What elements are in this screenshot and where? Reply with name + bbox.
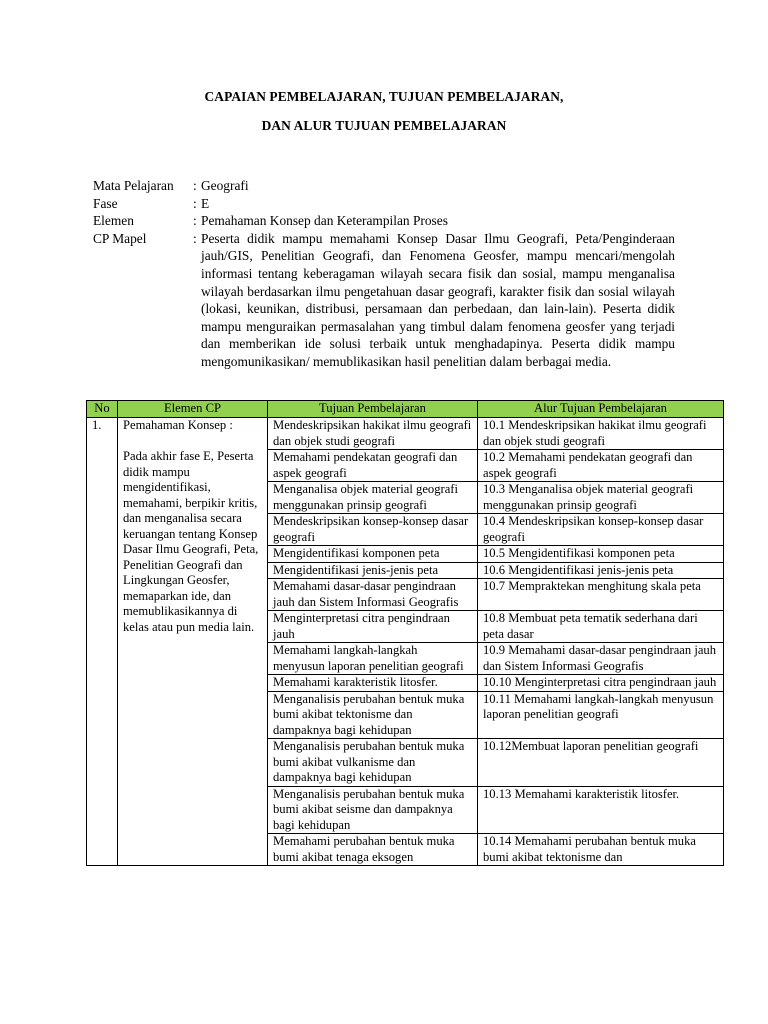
tujuan-cell: Menganalisa objek material geografi menggunakan prinsip geografi: [268, 482, 478, 514]
tujuan-cell: Memahami langkah-langkah menyusun laporan penelitian geografi: [268, 643, 478, 675]
tujuan-cell: Memahami perubahan bentuk muka bumi akibat tenaga eksogen: [268, 834, 478, 866]
document-title-line-1: CAPAIAN PEMBELAJARAN, TUJUAN PEMBELAJARAN,: [204, 89, 564, 104]
alur-cell: 10.2 Memahami pendekatan geografi dan aspek geografi: [478, 450, 724, 482]
meta-row-phase: [93, 195, 675, 213]
alur-cell: 10.11 Memahami langkah-langkah menyusun laporan penelitian geografi: [478, 691, 724, 739]
meta-row-cp: [93, 230, 675, 371]
meta-value: E: [201, 195, 210, 211]
tujuan-cell: Memahami pendekatan geografi dan aspek geografi: [268, 450, 478, 482]
tujuan-cell: Mendeskripsikan hakikat ilmu geografi dan objek studi geografi: [268, 418, 478, 450]
meta-separator: :: [193, 230, 197, 246]
elemen-cp-cell: Pemahaman Konsep : Pada akhir fase E, Peserta didik mampu mengidentifikasi, memahami, berpikir kritis, dan menganalisa secara keruangan tentang Konsep Dasar Ilmu Geografi, Peta, Penelitian Geografi dan Lingkungan Geosfer, memaparkan ide, dan memublikasikannya di kelas atau pun media lain.: [118, 418, 268, 866]
meta-separator: :: [193, 213, 197, 229]
tujuan-cell: Mengidentifikasi jenis-jenis peta: [268, 562, 478, 579]
alur-cell: 10.3 Menganalisa objek material geografi menggunakan prinsip geografi: [478, 482, 724, 514]
meta-value: Pemahaman Konsep dan Keterampilan Proses: [201, 213, 448, 229]
meta-label: Mata Pelajaran: [93, 178, 174, 193]
row-number: 1.: [87, 418, 118, 866]
header-no: No: [87, 401, 118, 418]
header-elemen-cp: Elemen CP: [118, 401, 268, 418]
alur-cell: 10.7 Mempraktekan menghitung skala peta: [478, 579, 724, 611]
header-tujuan: Tujuan Pembelajaran: [268, 401, 478, 418]
table-header-row: [87, 401, 724, 418]
tujuan-cell: Menganalisis perubahan bentuk muka bumi akibat seisme dan dampaknya bagi kehidupan: [268, 786, 478, 834]
alur-cell: 10.5 Mengidentifikasi komponen peta: [478, 546, 724, 563]
alur-cell: 10.8 Membuat peta tematik sederhana dari peta dasar: [478, 611, 724, 643]
meta-label: Elemen: [93, 213, 134, 229]
table-row: [87, 418, 724, 450]
tujuan-cell: Memahami karakteristik litosfer.: [268, 675, 478, 692]
meta-separator: :: [193, 195, 197, 211]
alur-cell: 10.9 Memahami dasar-dasar pengindraan jauh dan Sistem Informasi Geografis: [478, 643, 724, 675]
learning-objectives-table: [86, 400, 724, 866]
tujuan-cell: Menginterpretasi citra pengindraan jauh: [268, 611, 478, 643]
meta-value: Peserta didik mampu memahami Konsep Dasar Ilmu Geografi, Peta/Penginderaan jauh/GIS, Penelitian Geografi, dan Fenomena Geosfer, mampu mencari/mengolah informasi tentang keberagaman wilayah secara fisik dan sosial, mampu menganalisa wilayah berdasarkan ilmu pengetahuan dasar geografi, karakter fisik dan sosial wilayah (lokasi, keunikan, distribusi, persamaan dan perbedaan, dan lain-lain). Peserta didik mampu menguraikan permasalahan yang timbul dalam fenomena geosfer yang terjadi dan memberikan ide solusi terbaik untuk menghadapinya. Peserta didik mampu mengomunikasikan/ memublikasikan hasil penelitian dalam berbagai media.: [201, 230, 675, 369]
alur-cell: 10.13 Memahami karakteristik litosfer.: [478, 786, 724, 834]
alur-cell: 10.14 Memahami perubahan bentuk muka bumi akibat tektonisme dan: [478, 834, 724, 866]
subject-metadata: [93, 177, 675, 371]
alur-cell: 10.10 Menginterpretasi citra pengindraan jauh: [478, 675, 724, 692]
tujuan-cell: Menganalisis perubahan bentuk muka bumi akibat tektonisme dan dampaknya bagi kehidupan: [268, 691, 478, 739]
alur-cell: 10.12Membuat laporan penelitian geografi: [478, 739, 724, 787]
alur-cell: 10.6 Mengidentifikasi jenis-jenis peta: [478, 562, 724, 579]
meta-value: Geografi: [201, 178, 249, 193]
header-alur: Alur Tujuan Pembelajaran: [478, 401, 724, 418]
meta-row-element: [93, 212, 675, 230]
tujuan-cell: Mengidentifikasi komponen peta: [268, 546, 478, 563]
meta-label: CP Mapel: [93, 230, 147, 246]
meta-separator: :: [193, 178, 197, 193]
meta-row-subject: [93, 177, 675, 195]
tujuan-cell: Mendeskripsikan konsep-konsep dasar geografi: [268, 514, 478, 546]
tujuan-cell: Menganalisis perubahan bentuk muka bumi akibat vulkanisme dan dampaknya bagi kehidupan: [268, 739, 478, 787]
alur-cell: 10.1 Mendeskripsikan hakikat ilmu geografi dan objek studi geografi: [478, 418, 724, 450]
alur-cell: 10.4 Mendeskripsikan konsep-konsep dasar geografi: [478, 514, 724, 546]
document-title-line-2: DAN ALUR TUJUAN PEMBELAJARAN: [261, 118, 507, 133]
meta-label: Fase: [93, 195, 118, 211]
tujuan-cell: Memahami dasar-dasar pengindraan jauh dan Sistem Informasi Geografis: [268, 579, 478, 611]
